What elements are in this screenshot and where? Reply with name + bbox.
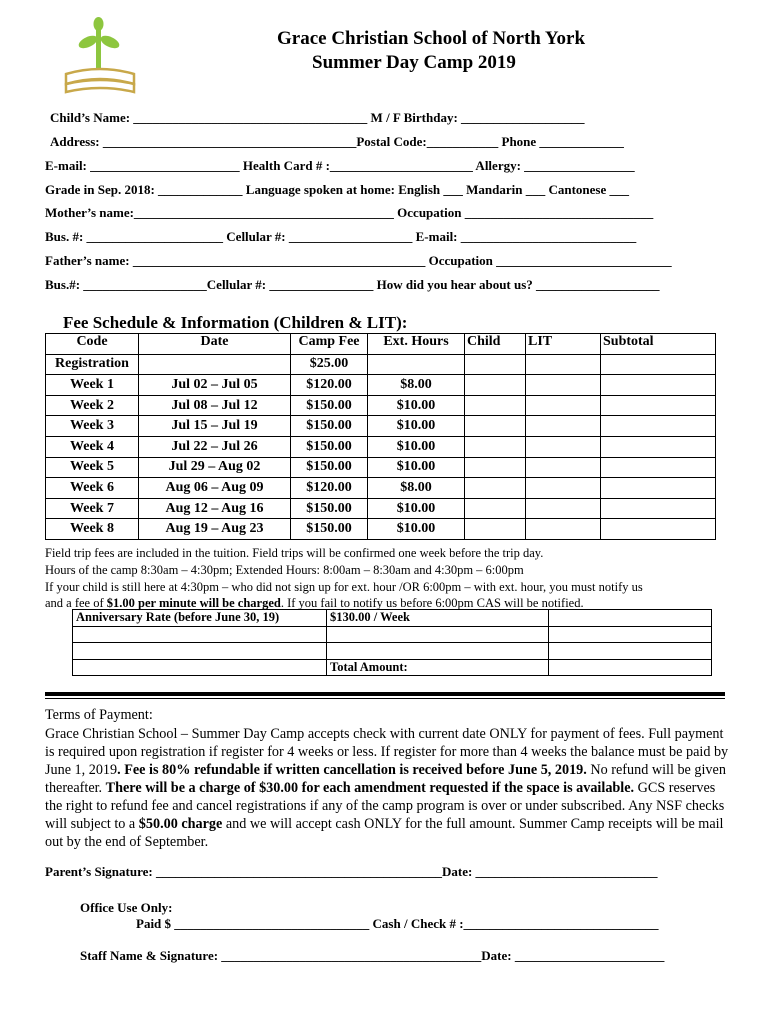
- week-camp-fee: $150.00: [291, 395, 368, 416]
- fee-table: [45, 333, 716, 540]
- terms-body: Grace Christian School – Summer Day Camp accepts check with current date ONLY for payment of fees. Full payment is required upon registration if register for 4 weeks or less. If register for more than 4 weeks the balance must be paid by June 1, 2019. Fee is 80% refundable if written cancellation is received before June 5, 2019. No refund will be given thereafter. There will be a charge of $30.00 for each amendment requested if the space is available. GCS reserves the right to refund fee and cancel registrations if any of the camp program is over or under subscribed. Any NSF checks will subject to a $50.00 charge and we will accept cash ONLY for the full amount. Summer Camp receipts will be mail out by the end of September.: [45, 726, 729, 850]
- anniversary-label: Anniversary Rate (before June 30, 19): [73, 610, 327, 627]
- lit-checkbox-cell[interactable]: [526, 519, 601, 540]
- child-checkbox-cell[interactable]: [465, 416, 526, 437]
- divider-thin: [45, 698, 725, 699]
- anniversary-rate: $130.00 / Week: [327, 610, 549, 627]
- week-code: Week 1: [46, 375, 139, 396]
- lit-checkbox-cell[interactable]: [526, 436, 601, 457]
- week-date: Aug 06 – Aug 09: [139, 478, 291, 499]
- table-row: [46, 436, 716, 457]
- week-camp-fee: $150.00: [291, 436, 368, 457]
- col-camp-fee: Camp Fee: [291, 334, 368, 355]
- fee-schedule-heading: Fee Schedule & Information (Children & LIT):: [63, 313, 408, 332]
- child-checkbox-cell[interactable]: [465, 498, 526, 519]
- week-ext-hours: $10.00: [368, 416, 465, 437]
- week-date: Aug 19 – Aug 23: [139, 519, 291, 540]
- week-date: Jul 29 – Aug 02: [139, 457, 291, 478]
- note-pickup: If your child is still here at 4:30pm – who did not sign up for ext. hour /OR 6:00pm – with ext. hour, you must notify us: [45, 580, 643, 594]
- subtotal-cell[interactable]: [601, 436, 716, 457]
- lit-checkbox-cell[interactable]: [526, 457, 601, 478]
- week-date: Jul 02 – Jul 05: [139, 375, 291, 396]
- table-row: [46, 478, 716, 499]
- table-row: [46, 519, 716, 540]
- week-camp-fee: $150.00: [291, 416, 368, 437]
- week-camp-fee: $120.00: [291, 478, 368, 499]
- grade-line[interactable]: Grade in Sep. 2018: _____________ Language spoken at home: English ___ Mandarin ___ Cantonese ___: [45, 182, 629, 197]
- terms-heading: Terms of Payment:: [45, 707, 153, 723]
- father-bus-line[interactable]: Bus.#: ___________________Cellular #: ________________ How did you hear about us? ___________________: [45, 277, 660, 292]
- child-checkbox-cell[interactable]: [465, 478, 526, 499]
- week-ext-hours: $10.00: [368, 436, 465, 457]
- lit-checkbox-cell[interactable]: [526, 478, 601, 499]
- note-field-trip: Field trip fees are included in the tuition. Field trips will be confirmed one week before the trip day.: [45, 546, 544, 560]
- week-camp-fee: $150.00: [291, 498, 368, 519]
- school-title: Grace Christian School of North York: [277, 28, 586, 49]
- table-row: [46, 395, 716, 416]
- childs-name-line[interactable]: Child’s Name: ____________________________________ M / F Birthday: ___________________: [50, 110, 585, 125]
- week-camp-fee: $150.00: [291, 457, 368, 478]
- school-logo: [60, 12, 140, 97]
- col-child: Child: [465, 334, 526, 355]
- week-ext-hours: $10.00: [368, 498, 465, 519]
- subtotal-cell[interactable]: [601, 395, 716, 416]
- lit-checkbox-cell[interactable]: [526, 375, 601, 396]
- camp-title: Summer Day Camp 2019: [312, 52, 516, 73]
- lit-checkbox-cell[interactable]: [526, 498, 601, 519]
- note-late-fee: and a fee of $1.00 per minute will be charged. If you fail to notify us before 6:00pm CAS will be notified.: [45, 596, 584, 610]
- lit-checkbox-cell[interactable]: [526, 395, 601, 416]
- staff-signature-line[interactable]: Staff Name & Signature: ________________________________________Date: _______________________: [80, 948, 665, 963]
- reg-fee: $25.00: [291, 354, 368, 375]
- week-ext-hours: $10.00: [368, 395, 465, 416]
- table-row: [46, 354, 716, 375]
- week-code: Week 4: [46, 436, 139, 457]
- subtotal-cell[interactable]: [601, 457, 716, 478]
- col-code: Code: [46, 334, 139, 355]
- child-checkbox-cell[interactable]: [465, 436, 526, 457]
- total-amount-label: Total Amount:: [327, 659, 549, 676]
- week-ext-hours: $10.00: [368, 519, 465, 540]
- col-ext-hours: Ext. Hours: [368, 334, 465, 355]
- note-hours: Hours of the camp 8:30am – 4:30pm; Extended Hours: 8:00am – 8:30am and 4:30pm – 6:00pm: [45, 563, 524, 577]
- week-code: Week 8: [46, 519, 139, 540]
- col-lit: LIT: [526, 334, 601, 355]
- week-code: Week 3: [46, 416, 139, 437]
- subtotal-cell[interactable]: [601, 478, 716, 499]
- email-line[interactable]: E-mail: _______________________ Health Card # :______________________ Allergy: _________________: [45, 158, 635, 173]
- child-checkbox-cell[interactable]: [465, 457, 526, 478]
- week-date: Jul 22 – Jul 26: [139, 436, 291, 457]
- week-date: Jul 15 – Jul 19: [139, 416, 291, 437]
- anniversary-table: [72, 609, 712, 676]
- fathers-name-line[interactable]: Father’s name: _____________________________________________ Occupation ___________________________: [45, 253, 672, 268]
- reg-code: Registration: [46, 354, 139, 375]
- subtotal-cell[interactable]: [601, 498, 716, 519]
- mothers-name-line[interactable]: Mother’s name:________________________________________ Occupation _____________________________: [45, 205, 654, 220]
- divider-thick: [45, 692, 725, 696]
- week-code: Week 6: [46, 478, 139, 499]
- col-date: Date: [139, 334, 291, 355]
- week-camp-fee: $120.00: [291, 375, 368, 396]
- lit-checkbox-cell[interactable]: [526, 416, 601, 437]
- table-row: [46, 416, 716, 437]
- child-checkbox-cell[interactable]: [465, 375, 526, 396]
- col-subtotal: Subtotal: [601, 334, 716, 355]
- week-code: Week 7: [46, 498, 139, 519]
- week-code: Week 5: [46, 457, 139, 478]
- week-ext-hours: $8.00: [368, 375, 465, 396]
- parent-signature-line[interactable]: Parent’s Signature: ____________________________________________Date: ____________________________: [45, 864, 658, 879]
- week-ext-hours: $10.00: [368, 457, 465, 478]
- table-row: [46, 457, 716, 478]
- address-line[interactable]: Address: _______________________________________Postal Code:___________ Phone _____________: [50, 134, 624, 149]
- week-code: Week 2: [46, 395, 139, 416]
- week-date: Jul 08 – Jul 12: [139, 395, 291, 416]
- subtotal-cell[interactable]: [601, 416, 716, 437]
- week-date: Aug 12 – Aug 16: [139, 498, 291, 519]
- subtotal-cell[interactable]: [601, 519, 716, 540]
- mother-bus-line[interactable]: Bus. #: _____________________ Cellular #: ___________________ E-mail: ___________________________: [45, 229, 637, 244]
- table-row: [46, 498, 716, 519]
- child-checkbox-cell[interactable]: [465, 519, 526, 540]
- subtotal-cell[interactable]: [601, 375, 716, 396]
- office-use-label: Office Use Only:: [80, 900, 173, 915]
- week-camp-fee: $150.00: [291, 519, 368, 540]
- week-ext-hours: $8.00: [368, 478, 465, 499]
- paid-line[interactable]: Paid $ ______________________________ Cash / Check # :______________________________: [136, 916, 659, 931]
- table-row: [46, 375, 716, 396]
- child-checkbox-cell[interactable]: [465, 395, 526, 416]
